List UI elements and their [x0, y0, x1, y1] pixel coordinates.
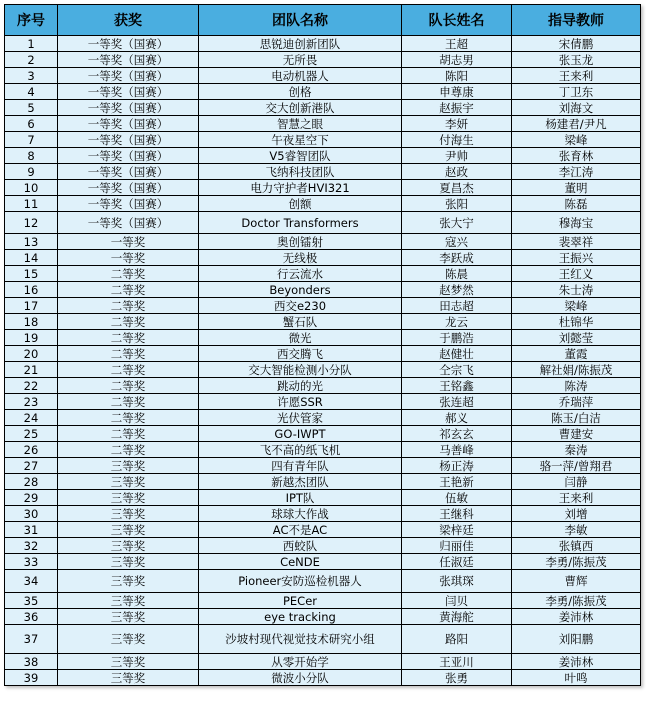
cell-index: 9 — [5, 164, 58, 180]
cell-captain: 赵健壮 — [402, 346, 512, 362]
cell-captain: 仝宗飞 — [402, 362, 512, 378]
cell-team-name: IPT队 — [199, 490, 402, 506]
table-row — [5, 212, 641, 234]
cell-advisor: 刘增 — [512, 506, 641, 522]
cell-captain: 夏昌杰 — [402, 180, 512, 196]
table-row — [5, 314, 641, 330]
cell-captain: 陈晨 — [402, 266, 512, 282]
cell-index: 16 — [5, 282, 58, 298]
table-row — [5, 609, 641, 625]
table-row — [5, 330, 641, 346]
cell-award: 二等奖 — [58, 394, 199, 410]
cell-award: 二等奖 — [58, 298, 199, 314]
cell-award: 二等奖 — [58, 330, 199, 346]
cell-team-name: 交大智能检测小分队 — [199, 362, 402, 378]
cell-index: 31 — [5, 522, 58, 538]
cell-index: 5 — [5, 100, 58, 116]
cell-index: 2 — [5, 52, 58, 68]
table-row — [5, 196, 641, 212]
cell-award: 三等奖 — [58, 474, 199, 490]
cell-index: 39 — [5, 670, 58, 686]
cell-index: 14 — [5, 250, 58, 266]
cell-award: 二等奖 — [58, 378, 199, 394]
cell-team-name: 光伏管家 — [199, 410, 402, 426]
cell-captain: 王亚川 — [402, 654, 512, 670]
cell-captain: 王铭鑫 — [402, 378, 512, 394]
cell-index: 4 — [5, 84, 58, 100]
cell-index: 1 — [5, 36, 58, 52]
cell-award: 一等奖（国赛） — [58, 84, 199, 100]
cell-index: 19 — [5, 330, 58, 346]
cell-index: 23 — [5, 394, 58, 410]
header-award: 获奖 — [58, 5, 199, 36]
table-row — [5, 554, 641, 570]
table-row — [5, 490, 641, 506]
table-row — [5, 625, 641, 654]
cell-award: 三等奖 — [58, 458, 199, 474]
cell-captain: 田志超 — [402, 298, 512, 314]
cell-advisor: 乔瑞萍 — [512, 394, 641, 410]
cell-advisor: 杜锦华 — [512, 314, 641, 330]
table-row — [5, 426, 641, 442]
cell-advisor: 王来利 — [512, 490, 641, 506]
cell-advisor: 张育林 — [512, 148, 641, 164]
cell-award: 二等奖 — [58, 314, 199, 330]
cell-award: 三等奖 — [58, 625, 199, 654]
cell-advisor: 裴翠祥 — [512, 234, 641, 250]
cell-team-name: 跳动的光 — [199, 378, 402, 394]
cell-index: 25 — [5, 426, 58, 442]
cell-captain: 任淑廷 — [402, 554, 512, 570]
cell-team-name: PECer — [199, 593, 402, 609]
cell-advisor: 刘阳鹏 — [512, 625, 641, 654]
cell-index: 30 — [5, 506, 58, 522]
table-header — [5, 5, 641, 36]
cell-award: 三等奖 — [58, 593, 199, 609]
cell-team-name: 西蛟队 — [199, 538, 402, 554]
cell-captain: 郝义 — [402, 410, 512, 426]
cell-advisor: 曹建安 — [512, 426, 641, 442]
cell-advisor: 李敏 — [512, 522, 641, 538]
cell-captain: 伍敏 — [402, 490, 512, 506]
cell-captain: 于鹏浩 — [402, 330, 512, 346]
cell-award: 一等奖（国赛） — [58, 100, 199, 116]
cell-advisor: 董明 — [512, 180, 641, 196]
cell-index: 28 — [5, 474, 58, 490]
cell-team-name: 飞不高的纸飞机 — [199, 442, 402, 458]
cell-award: 一等奖（国赛） — [58, 132, 199, 148]
cell-index: 18 — [5, 314, 58, 330]
header-row — [5, 5, 641, 36]
cell-advisor: 杨建君/尹凡 — [512, 116, 641, 132]
cell-advisor: 陈涛 — [512, 378, 641, 394]
cell-captain: 黄海舵 — [402, 609, 512, 625]
cell-index: 29 — [5, 490, 58, 506]
cell-team-name: 西交腾飞 — [199, 346, 402, 362]
cell-advisor: 叶鸣 — [512, 670, 641, 686]
cell-team-name: 西交e230 — [199, 298, 402, 314]
table-row — [5, 164, 641, 180]
cell-captain: 祁玄玄 — [402, 426, 512, 442]
cell-team-name: 微波小分队 — [199, 670, 402, 686]
cell-advisor: 陈玉/白洁 — [512, 410, 641, 426]
cell-index: 15 — [5, 266, 58, 282]
cell-advisor: 王来利 — [512, 68, 641, 84]
cell-advisor: 李江涛 — [512, 164, 641, 180]
cell-team-name: Pioneer安防巡检机器人 — [199, 570, 402, 593]
cell-award: 三等奖 — [58, 506, 199, 522]
table-row — [5, 36, 641, 52]
cell-captain: 王超 — [402, 36, 512, 52]
cell-advisor: 王振兴 — [512, 250, 641, 266]
table-row — [5, 298, 641, 314]
cell-captain: 梁梓廷 — [402, 522, 512, 538]
cell-team-name: 行云流水 — [199, 266, 402, 282]
cell-team-name: 飞纳科技团队 — [199, 164, 402, 180]
header-advisor: 指导教师 — [512, 5, 641, 36]
cell-award: 一等奖（国赛） — [58, 52, 199, 68]
cell-index: 33 — [5, 554, 58, 570]
cell-advisor: 王红义 — [512, 266, 641, 282]
cell-captain: 赵政 — [402, 164, 512, 180]
header-captain: 队长姓名 — [402, 5, 512, 36]
table-row — [5, 394, 641, 410]
table-row — [5, 180, 641, 196]
cell-index: 7 — [5, 132, 58, 148]
table-row — [5, 410, 641, 426]
cell-captain: 寇兴 — [402, 234, 512, 250]
cell-team-name: 创格 — [199, 84, 402, 100]
cell-award: 一等奖（国赛） — [58, 180, 199, 196]
cell-index: 26 — [5, 442, 58, 458]
cell-award: 三等奖 — [58, 609, 199, 625]
cell-advisor: 张镇西 — [512, 538, 641, 554]
table-row — [5, 362, 641, 378]
cell-team-name: 智慧之眼 — [199, 116, 402, 132]
table-row — [5, 346, 641, 362]
cell-index: 35 — [5, 593, 58, 609]
cell-captain: 闫贝 — [402, 593, 512, 609]
table-row — [5, 570, 641, 593]
table-row — [5, 593, 641, 609]
table-row — [5, 266, 641, 282]
cell-index: 27 — [5, 458, 58, 474]
cell-index: 24 — [5, 410, 58, 426]
cell-award: 一等奖（国赛） — [58, 212, 199, 234]
cell-advisor: 姜沛林 — [512, 654, 641, 670]
cell-advisor: 曹辉 — [512, 570, 641, 593]
cell-captain: 马善峰 — [402, 442, 512, 458]
cell-captain: 路阳 — [402, 625, 512, 654]
cell-advisor: 李勇/陈振茂 — [512, 554, 641, 570]
table-row — [5, 148, 641, 164]
cell-award: 二等奖 — [58, 266, 199, 282]
cell-captain: 张大宁 — [402, 212, 512, 234]
cell-advisor: 丁卫东 — [512, 84, 641, 100]
cell-award: 三等奖 — [58, 654, 199, 670]
cell-team-name: GO-IWPT — [199, 426, 402, 442]
cell-index: 22 — [5, 378, 58, 394]
table-row — [5, 250, 641, 266]
cell-team-name: Beyonders — [199, 282, 402, 298]
cell-captain: 李跃成 — [402, 250, 512, 266]
cell-award: 三等奖 — [58, 522, 199, 538]
table-row — [5, 654, 641, 670]
table-row — [5, 458, 641, 474]
cell-captain: 赵振宇 — [402, 100, 512, 116]
cell-team-name: 蟹石队 — [199, 314, 402, 330]
cell-team-name: Doctor Transformers — [199, 212, 402, 234]
cell-captain: 张连超 — [402, 394, 512, 410]
cell-advisor: 陈磊 — [512, 196, 641, 212]
cell-captain: 张阳 — [402, 196, 512, 212]
cell-captain: 胡志男 — [402, 52, 512, 68]
cell-team-name: AC不是AC — [199, 522, 402, 538]
cell-award: 一等奖（国赛） — [58, 148, 199, 164]
table-row — [5, 670, 641, 686]
cell-captain: 尹帅 — [402, 148, 512, 164]
cell-team-name: 电力守护者HVI321 — [199, 180, 402, 196]
award-table — [4, 4, 641, 686]
table-row — [5, 68, 641, 84]
cell-captain: 张琪琛 — [402, 570, 512, 593]
table-row — [5, 132, 641, 148]
cell-award: 一等奖 — [58, 234, 199, 250]
cell-team-name: 交大创新港队 — [199, 100, 402, 116]
table-row — [5, 538, 641, 554]
cell-advisor: 姜沛林 — [512, 609, 641, 625]
cell-award: 三等奖 — [58, 490, 199, 506]
cell-advisor: 穆海宝 — [512, 212, 641, 234]
cell-advisor: 张玉龙 — [512, 52, 641, 68]
cell-award: 三等奖 — [58, 554, 199, 570]
cell-advisor: 李勇/陈振茂 — [512, 593, 641, 609]
cell-team-name: 创额 — [199, 196, 402, 212]
cell-advisor: 宋倩鹏 — [512, 36, 641, 52]
cell-award: 二等奖 — [58, 410, 199, 426]
cell-index: 3 — [5, 68, 58, 84]
cell-team-name: 微光 — [199, 330, 402, 346]
cell-advisor: 刘懿莹 — [512, 330, 641, 346]
cell-award: 二等奖 — [58, 362, 199, 378]
table-row — [5, 282, 641, 298]
table-row — [5, 474, 641, 490]
cell-team-name: 沙坡村现代视觉技术研究小组 — [199, 625, 402, 654]
table-row — [5, 234, 641, 250]
cell-index: 34 — [5, 570, 58, 593]
cell-award: 三等奖 — [58, 570, 199, 593]
cell-team-name: 无所畏 — [199, 52, 402, 68]
cell-index: 36 — [5, 609, 58, 625]
cell-advisor: 闫静 — [512, 474, 641, 490]
cell-award: 三等奖 — [58, 670, 199, 686]
cell-advisor: 秦涛 — [512, 442, 641, 458]
cell-captain: 杨正涛 — [402, 458, 512, 474]
cell-index: 20 — [5, 346, 58, 362]
cell-team-name: 从零开始学 — [199, 654, 402, 670]
cell-award: 二等奖 — [58, 282, 199, 298]
header-index: 序号 — [5, 5, 58, 36]
cell-captain: 赵梦然 — [402, 282, 512, 298]
cell-captain: 龙云 — [402, 314, 512, 330]
cell-index: 11 — [5, 196, 58, 212]
cell-index: 32 — [5, 538, 58, 554]
cell-captain: 归丽佳 — [402, 538, 512, 554]
cell-advisor: 骆一萍/曾翔君 — [512, 458, 641, 474]
cell-team-name: 午夜星空下 — [199, 132, 402, 148]
cell-captain: 张勇 — [402, 670, 512, 686]
cell-index: 6 — [5, 116, 58, 132]
cell-team-name: 新越杰团队 — [199, 474, 402, 490]
cell-team-name: 电动机器人 — [199, 68, 402, 84]
table-row — [5, 84, 641, 100]
cell-award: 二等奖 — [58, 442, 199, 458]
cell-captain: 李妍 — [402, 116, 512, 132]
cell-index: 21 — [5, 362, 58, 378]
cell-captain: 申尊康 — [402, 84, 512, 100]
cell-team-name: 奥创镭射 — [199, 234, 402, 250]
cell-team-name: 四有青年队 — [199, 458, 402, 474]
table-row — [5, 442, 641, 458]
cell-index: 10 — [5, 180, 58, 196]
cell-award: 一等奖（国赛） — [58, 116, 199, 132]
cell-advisor: 董霞 — [512, 346, 641, 362]
cell-advisor: 刘海文 — [512, 100, 641, 116]
cell-index: 12 — [5, 212, 58, 234]
cell-award: 一等奖（国赛） — [58, 36, 199, 52]
cell-team-name: eye tracking — [199, 609, 402, 625]
cell-advisor: 梁峰 — [512, 298, 641, 314]
cell-captain: 付海生 — [402, 132, 512, 148]
cell-index: 17 — [5, 298, 58, 314]
cell-award: 一等奖（国赛） — [58, 68, 199, 84]
cell-team-name: 无线极 — [199, 250, 402, 266]
cell-team-name: CeNDE — [199, 554, 402, 570]
cell-award: 二等奖 — [58, 346, 199, 362]
cell-index: 8 — [5, 148, 58, 164]
cell-team-name: 思锐迪创新团队 — [199, 36, 402, 52]
cell-team-name: 球球大作战 — [199, 506, 402, 522]
cell-award: 一等奖（国赛） — [58, 164, 199, 180]
table-row — [5, 522, 641, 538]
cell-award: 一等奖（国赛） — [58, 196, 199, 212]
table-row — [5, 506, 641, 522]
table-row — [5, 52, 641, 68]
cell-index: 37 — [5, 625, 58, 654]
table-row — [5, 116, 641, 132]
cell-award: 一等奖 — [58, 250, 199, 266]
cell-advisor: 梁峰 — [512, 132, 641, 148]
cell-captain: 王艳新 — [402, 474, 512, 490]
table-body — [5, 36, 641, 686]
cell-captain: 陈阳 — [402, 68, 512, 84]
cell-index: 13 — [5, 234, 58, 250]
cell-award: 三等奖 — [58, 538, 199, 554]
cell-advisor: 朱士涛 — [512, 282, 641, 298]
cell-captain: 王继科 — [402, 506, 512, 522]
cell-team-name: V5睿智团队 — [199, 148, 402, 164]
cell-award: 二等奖 — [58, 426, 199, 442]
cell-advisor: 解社娟/陈振茂 — [512, 362, 641, 378]
header-team-name: 团队名称 — [199, 5, 402, 36]
cell-team-name: 许愿SSR — [199, 394, 402, 410]
cell-index: 38 — [5, 654, 58, 670]
table-row — [5, 378, 641, 394]
table-row — [5, 100, 641, 116]
